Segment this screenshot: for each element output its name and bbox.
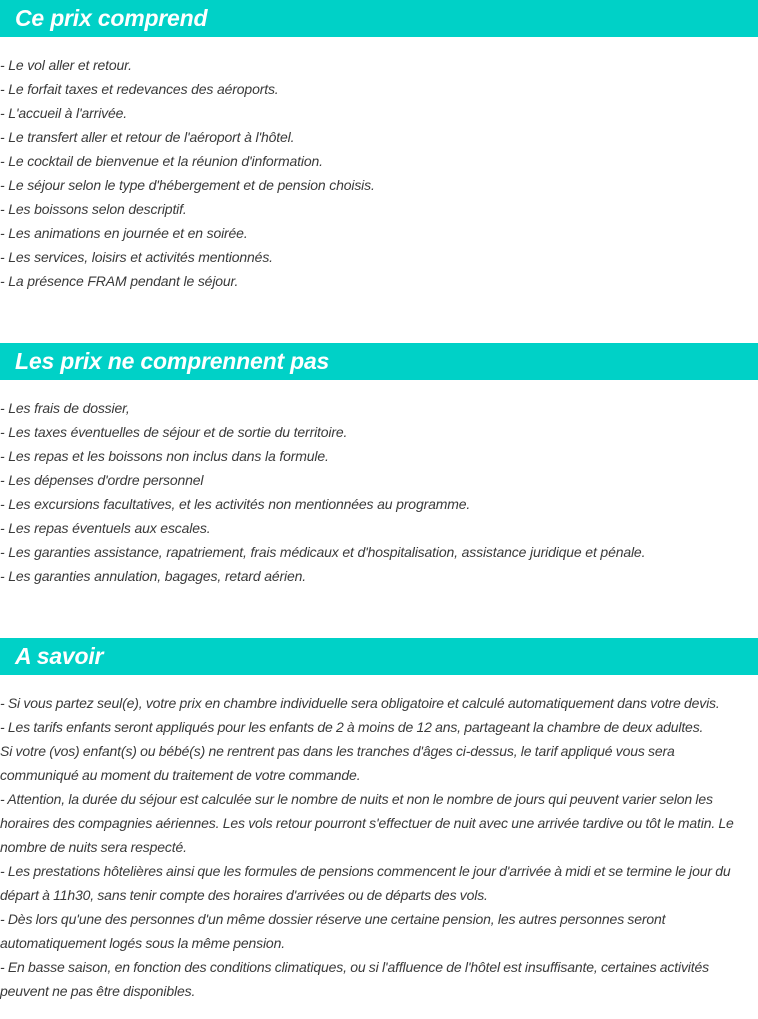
info-paragraph: - Les prestations hôtelières ainsi que les formules de pensions commencent le jour d'arrivée à midi et se termine le jour du départ à 11h30, sans tenir compte des horaires d'arrivées ou de départs des vols. (0, 863, 731, 903)
section-header-not-included (0, 343, 758, 380)
info-paragraph: - Attention, la durée du séjour est calculée sur le nombre de nuits et non le nombre de jours qui peuvent varier selon les horaires des compagnies aériennes. Les vols retour pourront s'effectuer de nuit avec une arrivée tardive ou tôt le matin. Le nombre de nuits sera respecté. (0, 791, 734, 855)
list-item: - Les frais de dossier, (0, 400, 130, 416)
list-item: - Les services, loisirs et activités mentionnés. (0, 249, 273, 265)
list-item: - Le forfait taxes et redevances des aéroports. (0, 81, 279, 97)
section-title: Ce prix comprend (15, 5, 208, 31)
list-item: - Les repas éventuels aux escales. (0, 520, 211, 536)
list-item: - La présence FRAM pendant le séjour. (0, 273, 239, 289)
list-item: - Le séjour selon le type d'hébergement et de pension choisis. (0, 177, 375, 193)
included-list (0, 53, 375, 293)
list-item: - Le transfert aller et retour de l'aéroport à l'hôtel. (0, 129, 295, 145)
info-paragraph: Si votre (vos) enfant(s) ou bébé(s) ne rentrent pas dans les tranches d'âges ci-dessus, le tarif appliqué vous sera communiqué au moment du traitement de votre commande. (0, 743, 675, 783)
info-paragraph: - En basse saison, en fonction des conditions climatiques, ou si l'affluence de l'hôtel est insuffisante, certaines activités peuvent ne pas être disponibles. (0, 959, 709, 999)
list-item: - Les taxes éventuelles de séjour et de sortie du territoire. (0, 424, 348, 440)
list-item: - L'accueil à l'arrivée. (0, 105, 128, 121)
info-paragraph: - Les tarifs enfants seront appliqués pour les enfants de 2 à moins de 12 ans, partageant la chambre de deux adultes. (0, 719, 704, 735)
list-item: - Les repas et les boissons non inclus dans la formule. (0, 448, 329, 464)
list-item: - Les dépenses d'ordre personnel (0, 472, 204, 488)
list-item: - Les animations en journée et en soirée. (0, 225, 248, 241)
info-paragraph: - Dès lors qu'une des personnes d'un même dossier réserve une certaine pension, les autres personnes seront automatiquement logés sous la même pension. (0, 911, 666, 951)
info-paragraph: - Si vous partez seul(e), votre prix en chambre individuelle sera obligatoire et calculé automatiquement dans votre devis. (0, 695, 720, 711)
list-item: - Le cocktail de bienvenue et la réunion d'information. (0, 153, 323, 169)
section-title: A savoir (15, 643, 104, 669)
list-item: - Les garanties assistance, rapatriement, frais médicaux et d'hospitalisation, assistance juridique et pénale. (0, 544, 646, 560)
section-title: Les prix ne comprennent pas (15, 348, 330, 374)
list-item: - Le vol aller et retour. (0, 57, 132, 73)
list-item: - Les boissons selon descriptif. (0, 201, 187, 217)
section-header-included (0, 0, 758, 37)
not-included-list (0, 396, 645, 588)
section-header-good-to-know (0, 638, 758, 675)
list-item: - Les excursions facultatives, et les activités non mentionnées au programme. (0, 496, 471, 512)
list-item: - Les garanties annulation, bagages, retard aérien. (0, 568, 307, 584)
good-to-know-list (0, 691, 758, 1003)
